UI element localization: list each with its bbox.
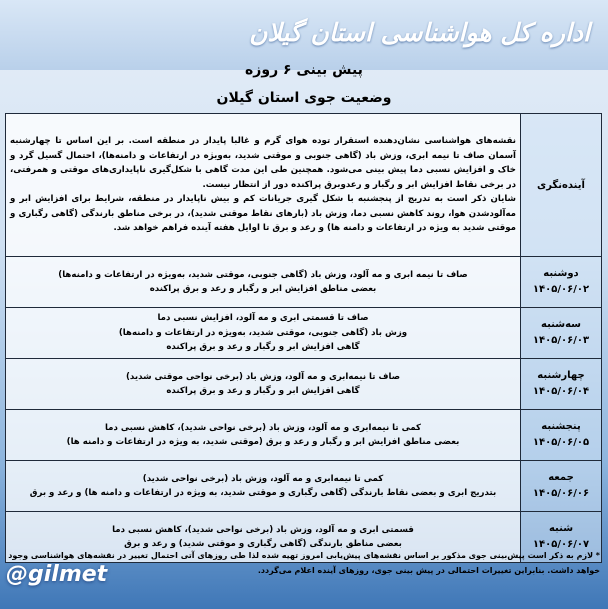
forecast-line: صاف تا نیمه‌ابری و مه آلود، وزش باد (برخی نواحی موقتی شدید) (125, 371, 400, 382)
forecast-row-day-1 (6, 257, 602, 308)
day-name: شنبه (548, 523, 574, 534)
page-subtitle: وضعیت جوی استان گیلان (216, 90, 392, 106)
forecast-line: صاف تا نیمه ابری و مه آلود، وزش باد (گاهی جنوبی، موقتی شدید، به‌ویژه در ارتفاعات و دامنه‌ها) (58, 269, 468, 280)
day-label-cell (521, 461, 602, 512)
day-date: ۱۴۰۵/۰۶/۰۵ (532, 437, 590, 448)
forecast-line: بتدریج ابری و بعضی نقاط بارندگی (گاهی رگباری و موقتی شدید، به ویژه در ارتفاعات و دامنه ها) و رعد و برق (29, 488, 497, 498)
day-name: چهارشنبه (537, 370, 585, 381)
day-label-cell (521, 410, 602, 461)
outlook-paragraph: نقشه‌های هواشناسی نشان‌دهنده استقرار توده هوای گرم و غالبا پایدار در منطقه است. بر این اساس تا چهارشنبه آسمان صاف تا نیمه ابری، وزش باد (گاهی جنوبی و موقتی شدید، به‌ویژه در ارتفاعات و دامنه‌ها)، احتمال گسیل گرد و خاک و افزایش نسبی دما پیش بینی می‌شود. همچنین طی این مدت گاهی با شکل‌گیری ناپایداری‌های موقتی و همرفتی، در برخی نقاط افزایش ابر و رگبار و رعدوبرق پراکنده دور از انتظار نیست. (10, 136, 516, 190)
day-forecast (6, 410, 521, 461)
day-date: ۱۴۰۵/۰۶/۰۷ (532, 539, 590, 550)
day-date: ۱۴۰۵/۰۶/۰۶ (532, 488, 590, 499)
day-forecast (6, 257, 521, 308)
forecast-line: گاهی افزایش ابر و رگبار و رعد و برق پراکنده (166, 342, 360, 353)
day-date: ۱۴۰۵/۰۶/۰۲ (532, 284, 590, 295)
footnote: * لازم به ذکر است پیش‌بینی جوی مذکور بر اساس نقشه‌های پیش‌یابی امروز تهیه شده لذا طی روزهای آتی احتمال تغییر در نقشه‌های هواشناسی وجود خواهد داشت. بنابراین تغییرات احتمالی در پیش بینی جوی، روزهای آینده اعلام می‌گردد. (8, 551, 600, 575)
day-label-cell (521, 257, 602, 308)
day-name: پنجشنبه (541, 421, 581, 432)
forecast-row-day-2 (6, 308, 602, 359)
organization-title: اداره کل هواشناسی استان گیلان (249, 18, 590, 47)
forecast-line: گاهی افزایش ابر و رگبار و رعد و برق پراکنده (166, 386, 360, 396)
day-date: ۱۴۰۵/۰۶/۰۳ (532, 335, 590, 346)
outlook-label: آینده‌نگری (521, 114, 602, 257)
day-date: ۱۴۰۵/۰۶/۰۴ (532, 386, 590, 397)
day-name: دوشنبه (543, 268, 579, 279)
forecast-line: بعضی مناطق بارندگی (گاهی رگباری و موقتی شدید) و رعد و برق (124, 539, 402, 549)
forecast-line: کمی تا نیمه‌ابری و مه آلود، وزش باد (برخی نواحی شدید)، کاهش نسبی دما (104, 422, 422, 433)
forecast-line: کمی تا نیمه‌ابری و مه آلود، وزش باد (برخی نواحی شدید) (142, 473, 384, 484)
day-name: جمعه (548, 472, 574, 483)
outlook-paragraph: شایان ذکر است به تدریج از پنجشنبه با شکل گیری جریانات کم و بیش ناپایدار در منطقه، شرایط برای افزایش ابر و مه‌آلودشدن هوا، روند کاهش نسبی دما، وزش باد (بارهای نقاط موقتی شدید)، در برخی مناطق بارندگی (گاهی رگباری و موقتی شدید به ویژه در ارتفاعات و دامنه ها) و رعد و برق تا اوایل هفته آینده فراهم خواهد شد. (10, 194, 516, 234)
outlook-text (6, 114, 521, 257)
day-forecast (6, 359, 521, 410)
forecast-line: صاف تا قسمتی ابری و مه آلود، افزایش نسبی دما (157, 313, 369, 324)
forecast-line: وزش باد (گاهی جنوبی، موقتی شدید، به‌ویژه در ارتفاعات و دامنه‌ها) (118, 327, 408, 338)
forecast-line: بعضی مناطق افزایش ابر و رگبار و رعد و برق (موقتی شدید، به ویژه در ارتفاعات و دامنه ها) (66, 437, 460, 447)
page-title: پیش بینی ۶ روزه (245, 62, 363, 78)
day-label-cell (521, 308, 602, 359)
forecast-line: قسمتی ابری و مه آلود، وزش باد (برخی نواحی شدید)، کاهش نسبی دما (112, 524, 414, 535)
forecast-row-day-5 (6, 461, 602, 512)
social-handle: @gilmet (6, 562, 108, 587)
day-forecast (6, 308, 521, 359)
forecast-row-day-3 (6, 359, 602, 410)
day-name: سه‌شنبه (541, 319, 581, 330)
forecast-row-day-4 (6, 410, 602, 461)
forecast-line: بعضی مناطق افزایش ابر و رگبار و رعد و برق پراکنده (149, 284, 377, 294)
day-label-cell (521, 359, 602, 410)
day-forecast (6, 461, 521, 512)
outlook-row (6, 114, 602, 257)
forecast-table (5, 113, 602, 563)
